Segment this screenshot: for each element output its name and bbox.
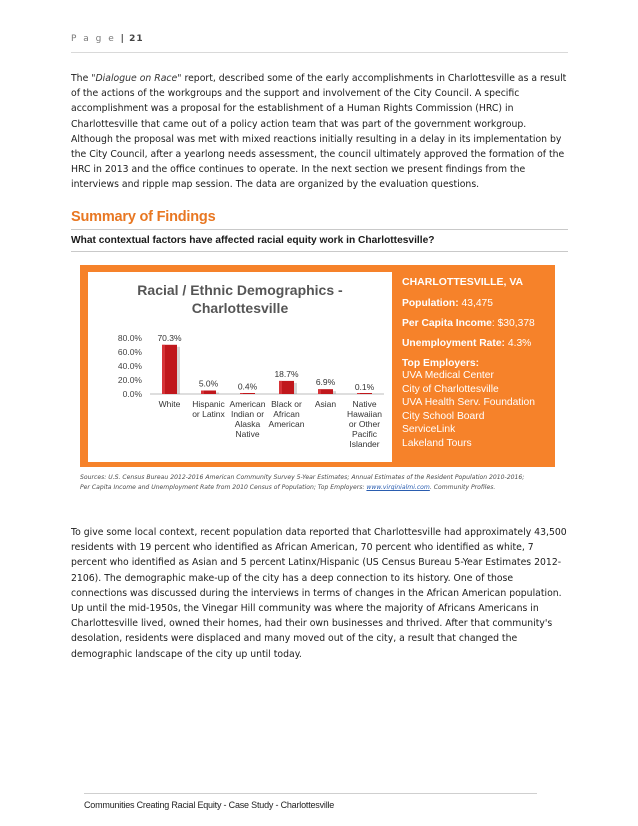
category-label: Indian or xyxy=(230,409,265,419)
population-fact xyxy=(402,298,552,309)
demographics-infographic xyxy=(80,265,555,467)
category-label: White xyxy=(158,399,181,409)
bar-highlight xyxy=(240,393,243,394)
bar-highlight xyxy=(279,381,282,394)
unemployment-fact xyxy=(402,338,552,349)
evaluation-question: What contextual factors have affected racial equity work in Charlottesville? xyxy=(71,235,435,246)
category-label: Pacific xyxy=(351,429,378,439)
sources-line-1: Sources: U.S. Census Bureau 2012-2016 American Community Survey 5-Year Estimates; Annual Estimates of the Resident Population 2010-2016; xyxy=(80,474,525,481)
page-label: P a g e xyxy=(71,34,116,44)
page-number: 21 xyxy=(129,34,144,44)
page-header xyxy=(71,34,144,44)
population-label: Population: xyxy=(402,298,459,309)
bar-highlight xyxy=(162,345,165,394)
bar-highlight xyxy=(201,391,204,395)
category-label: Native xyxy=(235,429,260,439)
income-fact xyxy=(402,318,552,329)
page-separator: | xyxy=(120,34,125,44)
employers-colon: : xyxy=(475,358,480,369)
context-paragraph: To give some local context, recent population data reported that Charlottesville had approximately 43,500 residents with 19 percent who identified as African American, 70 percent who identified as white, 7 percent who identified as Asian and 5 percent Latinx/Hispanic (US Census Bureau 5-Year Estimates 2012-2106). The demographic make-up of the city has a deep connection to its history. One of those connections was discussed during the interviews in terms of changes in the African American population. Up until the mid-1950s, the Vinegar Hill community was where the majority of Africans Americans in Charlottesville lived, owned their homes, had their own businesses and thrived. After that community's desolation, residents were displaced and many moved out of the city, a result that changed the demographic landscape of the city up until today. xyxy=(71,527,567,660)
city-name: CHARLOTTESVILLE, VA xyxy=(402,276,524,288)
y-tick-label: 60.0% xyxy=(117,347,142,357)
report-title: "Dialogue on Race" xyxy=(91,73,182,84)
unemployment-label: Unemployment Rate: xyxy=(402,338,505,349)
employer-item: UVA Medical Center xyxy=(402,370,494,381)
y-tick-label: 80.0% xyxy=(117,333,142,343)
intro-paragraph xyxy=(71,71,568,193)
income-value: : $30,378 xyxy=(491,318,535,329)
category-label: Asian xyxy=(314,399,337,409)
category-label: or Latinx xyxy=(192,409,225,419)
footer-divider xyxy=(84,793,537,794)
category-label: Alaska xyxy=(234,419,261,429)
data-label: 6.9% xyxy=(315,377,336,388)
chart-panel xyxy=(88,272,392,462)
category-label: American xyxy=(268,419,305,429)
y-tick-label: 40.0% xyxy=(117,361,142,371)
intro-text-after: report, described some of the early accomplishments in Charlottesville as a result of the actions of the workgroups and the support and involvement of the City Council. A specific accomplishment was a proposal for the establishment of a Human Rights Commission (HRC) in Charlottesville that came out of a policy action team that was part of the government workgroup. Although the proposal was met with mixed reactions initially resulting in a delay in its implementation by the City Council, after a yearlong needs assessment, the council ultimately approved the formation of the HRC in 2013 and the office continues to operate. In the next section we present findings from the interviews and ripple map session. The data are organized by the evaluation questions. xyxy=(71,73,567,191)
data-label: 0.1% xyxy=(354,381,375,392)
data-label: 70.3% xyxy=(157,332,182,343)
employer-item: City of Charlottesville xyxy=(402,383,499,395)
employer-item: UVA Health Serv. Foundation xyxy=(402,397,535,408)
category-label: Native xyxy=(352,399,377,409)
unemployment-value: 4.3% xyxy=(507,338,532,349)
data-label: 5.0% xyxy=(198,378,219,389)
section-title: Summary of Findings xyxy=(71,209,216,225)
category-label: African xyxy=(273,409,300,419)
y-tick-label: 0.0% xyxy=(122,389,142,399)
employers-list xyxy=(402,369,552,450)
employers-label: Top Employers xyxy=(402,358,476,369)
employer-item: ServiceLink xyxy=(402,424,456,435)
category-label: or Other xyxy=(348,419,381,429)
bar-highlight xyxy=(318,389,321,394)
employer-item: Lakeland Tours xyxy=(402,437,472,449)
y-tick-label: 20.0% xyxy=(117,375,142,385)
section-divider-bottom xyxy=(71,251,568,252)
data-label: 0.4% xyxy=(237,381,258,392)
data-label: 18.7% xyxy=(274,368,299,379)
chart-title xyxy=(88,281,392,317)
population-value: 43,475 xyxy=(461,298,493,309)
bar-highlight xyxy=(357,393,360,394)
sources-line-2-end: . Community Profiles. xyxy=(429,484,496,491)
category-label: Islander xyxy=(349,439,380,449)
intro-text-before: The xyxy=(71,73,92,84)
employer-item: City School Board xyxy=(402,410,485,422)
income-label: Per Capita Income xyxy=(402,318,492,329)
city-facts-panel xyxy=(402,272,552,450)
employers-heading xyxy=(402,358,552,369)
category-label: Black or xyxy=(271,399,302,409)
header-divider xyxy=(71,52,568,53)
sources-link[interactable]: www.virginialmi.com xyxy=(366,484,430,491)
chart-title-line-2: Charlottesville xyxy=(191,300,289,316)
category-label: American xyxy=(229,399,266,409)
sources-line-2: Per Capita Income and Unemployment Rate from 2010 Census of Population; Top Employers: xyxy=(80,484,367,491)
category-label: Hispanic xyxy=(192,399,225,409)
category-label: Hawaiian xyxy=(347,409,382,419)
section-divider-top xyxy=(71,229,568,230)
footer-text: Communities Creating Racial Equity - Case Study - Charlottesville xyxy=(84,800,335,810)
chart-title-line-1: Racial / Ethnic Demographics - xyxy=(137,282,343,298)
chart-sources xyxy=(80,473,558,493)
